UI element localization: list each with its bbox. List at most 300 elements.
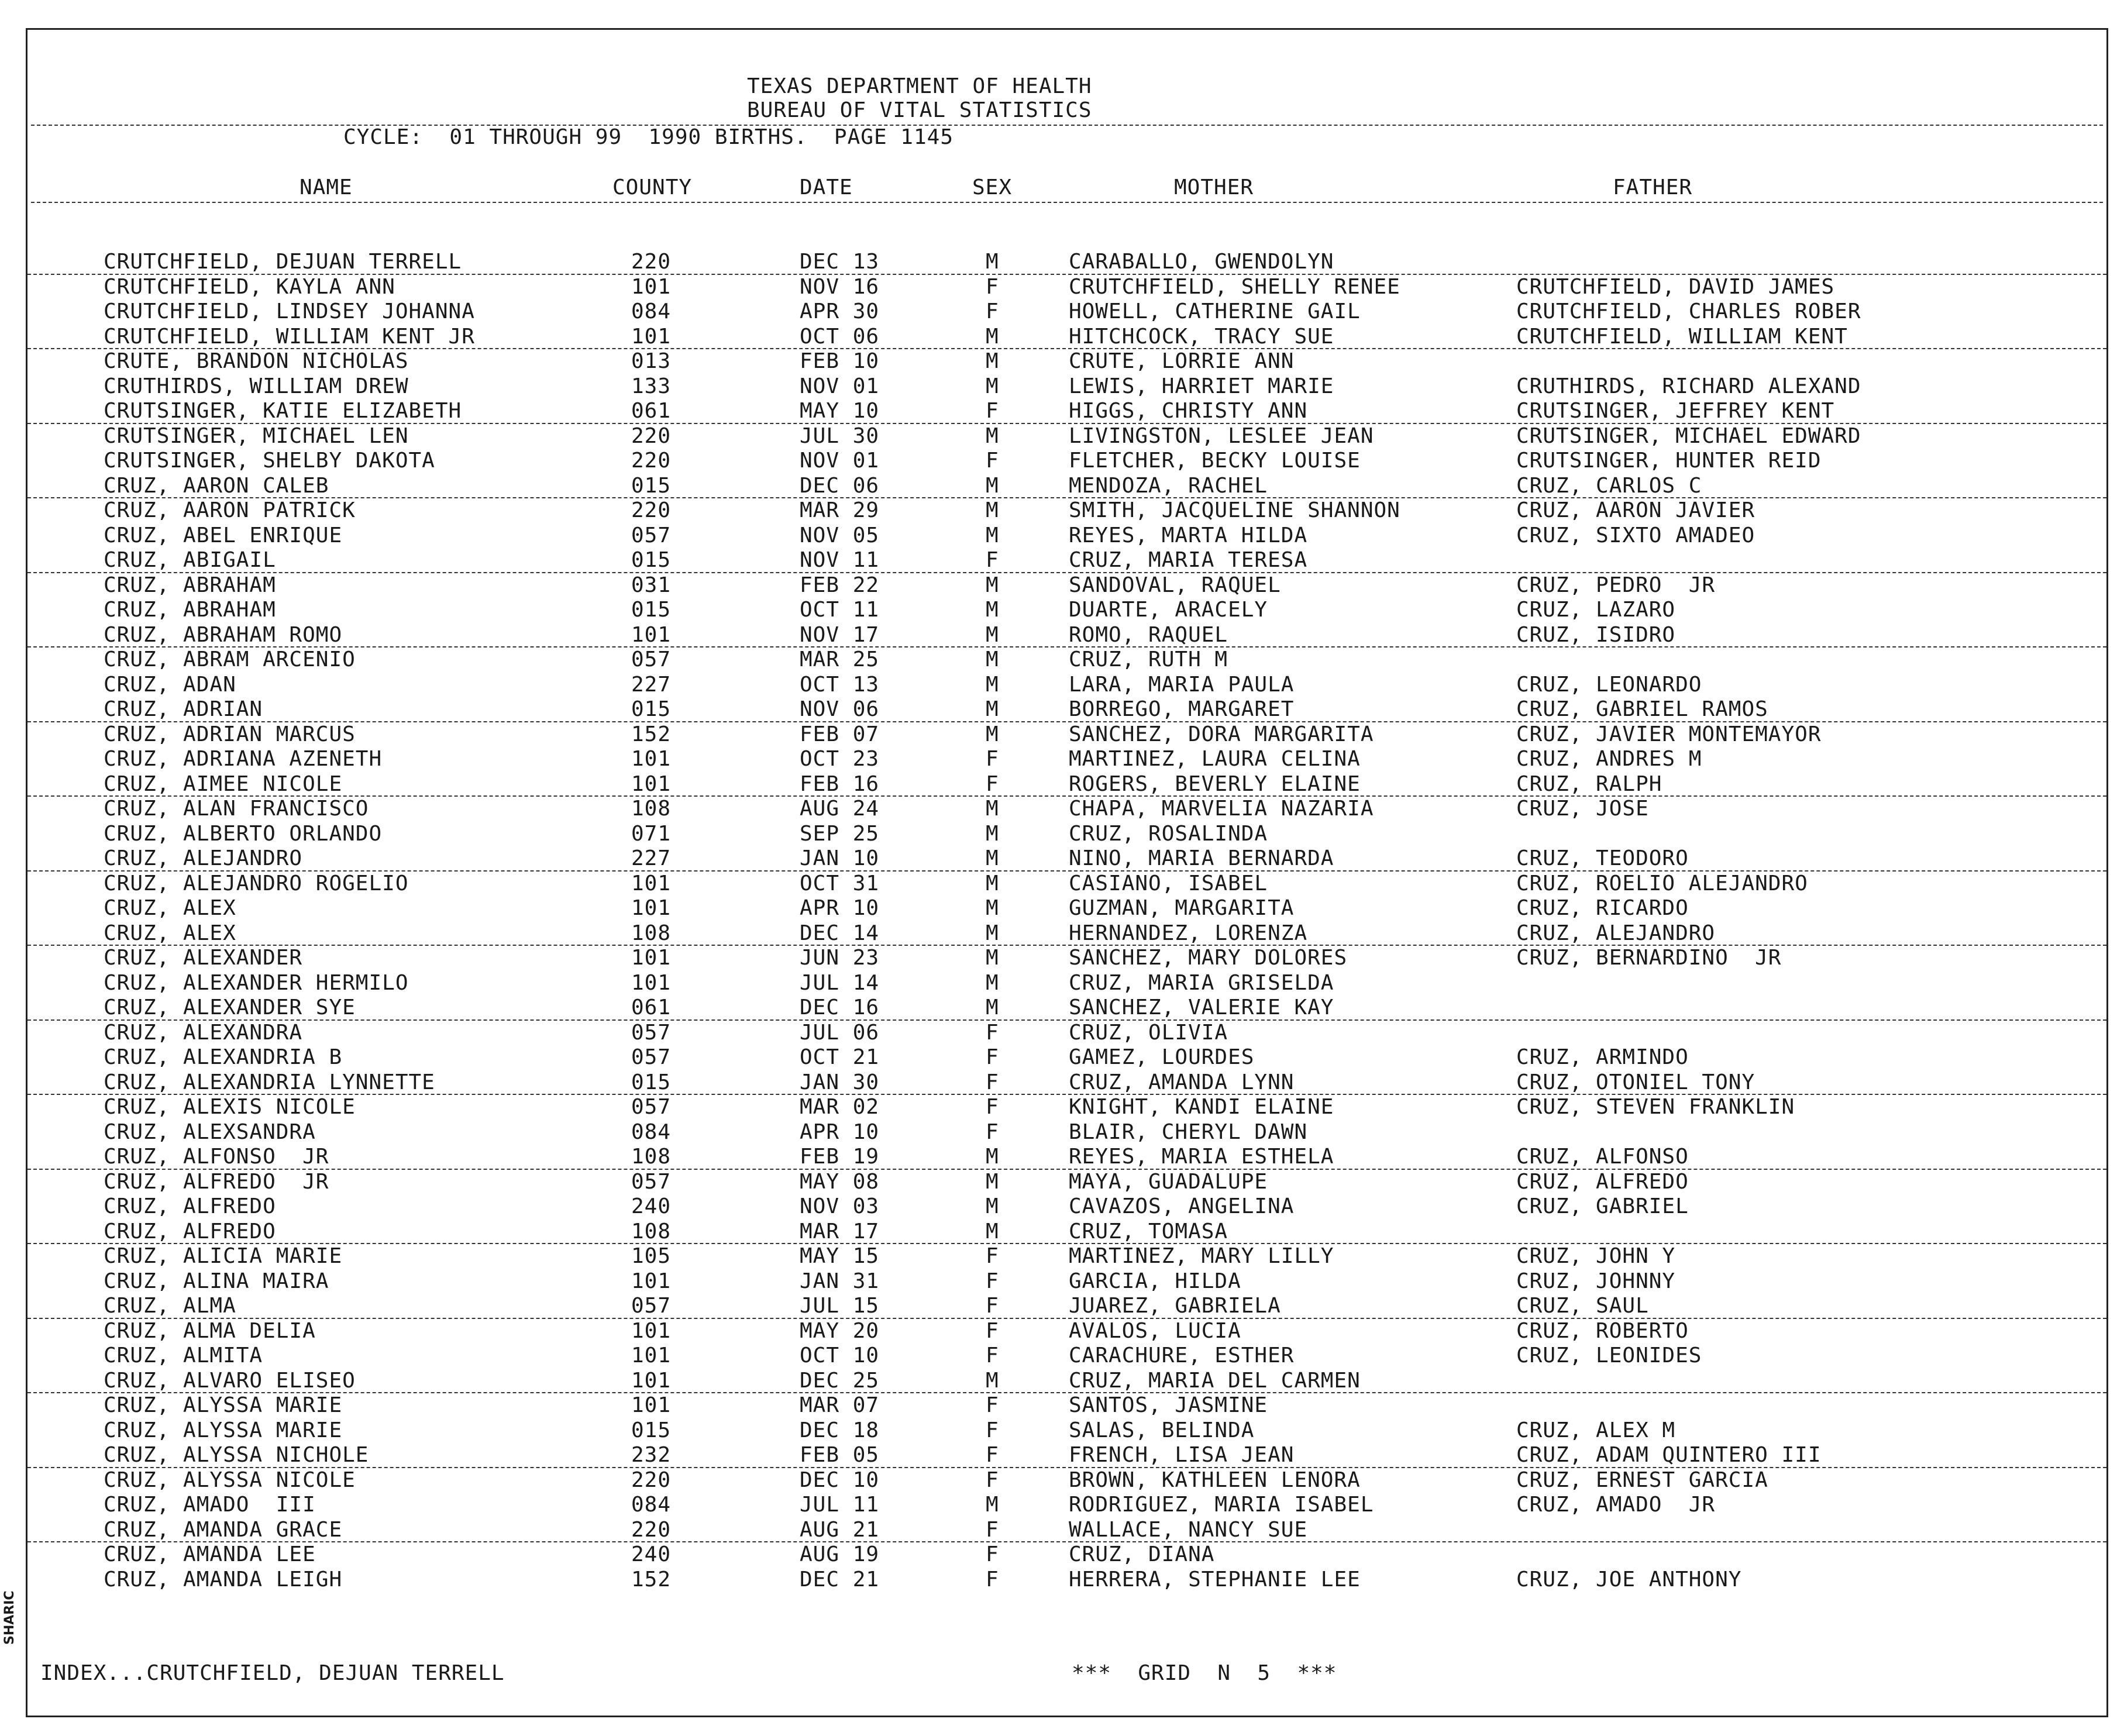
cell-name: CRUZ, ALYSSA NICHOLE <box>104 1443 369 1467</box>
cell-date: DEC 16 <box>800 996 880 1019</box>
document-page <box>26 28 2108 1717</box>
cell-date: MAY 15 <box>800 1244 880 1268</box>
table-row <box>27 921 2106 946</box>
table-row <box>27 498 2106 523</box>
cell-county: 084 <box>631 299 672 323</box>
cell-name: CRUZ, ADAN <box>104 672 236 697</box>
cell-name: CRUZ, AMADO III <box>104 1493 316 1517</box>
side-label: SHARIC <box>2 1590 17 1645</box>
cell-mother: REYES, MARTA HILDA <box>1069 523 1308 547</box>
cell-sex: M <box>986 871 999 895</box>
cell-mother: HITCHCOCK, TRACY SUE <box>1069 324 1334 349</box>
table-row <box>27 548 2106 573</box>
cell-county: 084 <box>631 1493 672 1517</box>
cell-county: 227 <box>631 672 672 697</box>
table-row <box>27 647 2106 673</box>
cell-date: NOV 16 <box>800 274 880 299</box>
cell-county: 057 <box>631 1169 672 1194</box>
cell-date: OCT 21 <box>800 1045 880 1069</box>
cell-father: CRUZ, RICARDO <box>1516 896 1689 920</box>
table-row <box>27 1443 2106 1468</box>
cell-father: CRUZ, GABRIEL RAMOS <box>1516 697 1768 721</box>
cell-county: 220 <box>631 449 672 473</box>
cell-date: JUL 14 <box>800 970 880 995</box>
cell-sex: F <box>986 1070 999 1094</box>
table-row <box>27 673 2106 698</box>
header-divider <box>31 202 2103 203</box>
cell-father: CRUZ, AARON JAVIER <box>1516 498 1755 522</box>
cell-father: CRUTSINGER, HUNTER REID <box>1516 449 1822 473</box>
cell-father: CRUZ, SAUL <box>1516 1294 1649 1318</box>
cell-mother: CHAPA, MARVELIA NAZARIA <box>1069 797 1374 821</box>
table-row <box>27 1344 2106 1369</box>
cell-mother: CRUZ, AMANDA LYNN <box>1069 1070 1295 1094</box>
cell-mother: DUARTE, ARACELY <box>1069 598 1268 622</box>
cell-father: CRUTSINGER, JEFFREY KENT <box>1516 399 1835 423</box>
cell-county: 220 <box>631 250 672 274</box>
cell-sex: M <box>986 896 999 920</box>
cell-sex: M <box>986 1145 999 1169</box>
cell-sex: F <box>986 399 999 423</box>
cell-date: NOV 17 <box>800 622 880 647</box>
cell-father: CRUZ, SIXTO AMADEO <box>1516 523 1755 547</box>
cell-county: 015 <box>631 548 672 572</box>
cell-father: CRUZ, JOHN Y <box>1516 1244 1676 1268</box>
table-row <box>27 374 2106 399</box>
cell-sex: F <box>986 548 999 572</box>
cell-county: 240 <box>631 1542 672 1566</box>
cell-county: 057 <box>631 1294 672 1318</box>
cell-name: CRUZ, AARON PATRICK <box>104 498 356 522</box>
cell-father: CRUZ, JOHNNY <box>1516 1269 1676 1293</box>
table-row <box>27 1393 2106 1418</box>
cell-name: CRUZ, ALEXIS NICOLE <box>104 1095 356 1119</box>
column-header-sex: SEX <box>972 175 1013 199</box>
cell-sex: M <box>986 996 999 1019</box>
table-row <box>27 822 2106 847</box>
cell-county: 108 <box>631 1219 672 1244</box>
divider <box>31 125 2103 126</box>
cell-name: CRUZ, ADRIAN MARCUS <box>104 722 356 746</box>
cell-mother: HERRERA, STEPHANIE LEE <box>1069 1567 1361 1592</box>
cell-county: 061 <box>631 996 672 1019</box>
cell-name: CRUZ, ALFONSO JR <box>104 1145 329 1169</box>
cell-county: 015 <box>631 1070 672 1094</box>
cell-date: NOV 03 <box>800 1194 880 1218</box>
cell-county: 105 <box>631 1244 672 1268</box>
table-row <box>27 250 2106 275</box>
cell-father: CRUZ, ALFONSO <box>1516 1145 1689 1169</box>
cell-mother: NINO, MARIA BERNARDA <box>1069 846 1334 870</box>
records-table <box>27 250 2106 1592</box>
cell-date: NOV 11 <box>800 548 880 572</box>
cell-name: CRUZ, ABEL ENRIQUE <box>104 523 343 547</box>
cell-date: JAN 10 <box>800 846 880 870</box>
table-row <box>27 1194 2106 1220</box>
cell-mother: MARTINEZ, MARY LILLY <box>1069 1244 1334 1268</box>
cell-mother: CRUZ, MARIA TERESA <box>1069 548 1308 572</box>
table-row <box>27 996 2106 1021</box>
cell-county: 101 <box>631 871 672 895</box>
cell-father: CRUZ, ALEX M <box>1516 1418 1676 1442</box>
table-row <box>27 424 2106 449</box>
cell-sex: M <box>986 797 999 821</box>
cell-date: JUL 06 <box>800 1020 880 1045</box>
cell-county: 108 <box>631 1145 672 1169</box>
cell-mother: SANCHEZ, VALERIE KAY <box>1069 996 1334 1019</box>
cell-name: CRUZ, AMANDA LEE <box>104 1542 316 1566</box>
cell-mother: CRUTE, LORRIE ANN <box>1069 349 1295 373</box>
cell-mother: HIGGS, CHRISTY ANN <box>1069 399 1308 423</box>
cell-father: CRUZ, RALPH <box>1516 771 1662 796</box>
cell-father: CRUZ, CARLOS C <box>1516 473 1702 498</box>
cell-sex: M <box>986 970 999 995</box>
index-footer: INDEX...CRUTCHFIELD, DEJUAN TERRELL <box>40 1661 505 1685</box>
cell-date: DEC 21 <box>800 1567 880 1592</box>
cell-mother: CRUZ, MARIA GRISELDA <box>1069 970 1334 995</box>
table-row <box>27 697 2106 722</box>
table-row <box>27 523 2106 549</box>
table-row <box>27 747 2106 772</box>
cell-mother: AVALOS, LUCIA <box>1069 1318 1241 1343</box>
table-row <box>27 598 2106 623</box>
cell-mother: CRUZ, RUTH M <box>1069 647 1228 671</box>
cell-county: 240 <box>631 1194 672 1218</box>
cell-date: FEB 22 <box>800 573 880 597</box>
cell-name: CRUZ, ABIGAIL <box>104 548 276 572</box>
cell-mother: MARTINEZ, LAURA CELINA <box>1069 747 1361 771</box>
cell-mother: HOWELL, CATHERINE GAIL <box>1069 299 1361 323</box>
cell-county: 057 <box>631 647 672 671</box>
cell-name: CRUZ, AMANDA GRACE <box>104 1517 343 1542</box>
table-row <box>27 1095 2106 1120</box>
cell-name: CRUZ, ALMA DELIA <box>104 1318 316 1343</box>
cell-mother: SANDOVAL, RAQUEL <box>1069 573 1281 597</box>
table-row <box>27 1369 2106 1394</box>
cell-date: JUL 15 <box>800 1294 880 1318</box>
table-row <box>27 1120 2106 1145</box>
cell-date: OCT 13 <box>800 672 880 697</box>
cell-father: CRUZ, PEDRO JR <box>1516 573 1716 597</box>
cell-sex: M <box>986 423 999 448</box>
cell-sex: M <box>986 349 999 373</box>
cell-father: CRUZ, OTONIEL TONY <box>1516 1070 1755 1094</box>
cell-mother: CARABALLO, GWENDOLYN <box>1069 250 1334 274</box>
cell-father: CRUZ, ADAM QUINTERO III <box>1516 1443 1822 1467</box>
cell-father: CRUZ, JAVIER MONTEMAYOR <box>1516 722 1822 746</box>
cell-date: MAR 29 <box>800 498 880 522</box>
cell-date: FEB 07 <box>800 722 880 746</box>
cell-date: MAR 07 <box>800 1393 880 1417</box>
cell-name: CRUZ, ALYSSA MARIE <box>104 1418 343 1442</box>
cell-sex: M <box>986 1194 999 1218</box>
cell-name: CRUZ, ALVARO ELISEO <box>104 1368 356 1393</box>
table-row <box>27 1244 2106 1269</box>
table-row <box>27 1170 2106 1195</box>
cell-county: 057 <box>631 1095 672 1119</box>
cell-county: 101 <box>631 274 672 299</box>
cell-father: CRUZ, ROBERTO <box>1516 1318 1689 1343</box>
cell-date: NOV 05 <box>800 523 880 547</box>
table-row <box>27 449 2106 474</box>
cell-county: 101 <box>631 946 672 970</box>
table-row <box>27 349 2106 374</box>
cell-name: CRUTCHFIELD, KAYLA ANN <box>104 274 395 299</box>
cell-sex: F <box>986 1542 999 1566</box>
cell-mother: ROMO, RAQUEL <box>1069 622 1228 647</box>
table-row <box>27 946 2106 971</box>
cell-mother: CRUZ, TOMASA <box>1069 1219 1228 1244</box>
cell-sex: M <box>986 498 999 522</box>
cell-sex: F <box>986 1393 999 1417</box>
cell-county: 101 <box>631 747 672 771</box>
cell-date: JUN 23 <box>800 946 880 970</box>
cell-county: 101 <box>631 622 672 647</box>
cell-mother: LIVINGSTON, LESLEE JEAN <box>1069 423 1374 448</box>
cell-sex: F <box>986 449 999 473</box>
cell-mother: CASIANO, ISABEL <box>1069 871 1268 895</box>
cell-sex: F <box>986 274 999 299</box>
cell-date: FEB 16 <box>800 771 880 796</box>
cell-mother: SANTOS, JASMINE <box>1069 1393 1268 1417</box>
table-row <box>27 1518 2106 1543</box>
cell-mother: JUAREZ, GABRIELA <box>1069 1294 1281 1318</box>
cell-date: OCT 10 <box>800 1344 880 1368</box>
cell-mother: GAMEZ, LOURDES <box>1069 1045 1255 1069</box>
cell-county: 101 <box>631 1269 672 1293</box>
cell-county: 101 <box>631 1344 672 1368</box>
cell-father: CRUZ, JOE ANTHONY <box>1516 1567 1742 1592</box>
cell-sex: M <box>986 672 999 697</box>
cell-date: NOV 06 <box>800 697 880 721</box>
cell-mother: SMITH, JACQUELINE SHANNON <box>1069 498 1400 522</box>
cell-name: CRUTCHFIELD, WILLIAM KENT JR <box>104 324 475 349</box>
cell-father: CRUZ, ERNEST GARCIA <box>1516 1468 1768 1492</box>
cell-sex: M <box>986 473 999 498</box>
cell-name: CRUZ, ABRAHAM <box>104 573 276 597</box>
cell-county: 015 <box>631 1418 672 1442</box>
cell-date: JAN 31 <box>800 1269 880 1293</box>
table-row <box>27 1493 2106 1518</box>
cell-sex: M <box>986 946 999 970</box>
cell-date: DEC 10 <box>800 1468 880 1492</box>
cell-date: MAR 02 <box>800 1095 880 1119</box>
cell-mother: BROWN, KATHLEEN LENORA <box>1069 1468 1361 1492</box>
cell-county: 152 <box>631 722 672 746</box>
cell-name: CRUZ, ALEXANDER HERMILO <box>104 970 409 995</box>
cell-father: CRUZ, LEONARDO <box>1516 672 1702 697</box>
cell-name: CRUZ, ALYSSA MARIE <box>104 1393 343 1417</box>
table-row <box>27 573 2106 598</box>
cell-sex: F <box>986 1567 999 1592</box>
cell-mother: MENDOZA, RACHEL <box>1069 473 1268 498</box>
cell-date: MAY 20 <box>800 1318 880 1343</box>
table-row <box>27 1021 2106 1046</box>
cell-name: CRUZ, ALEX <box>104 896 236 920</box>
cell-county: 133 <box>631 374 672 398</box>
cell-sex: M <box>986 647 999 671</box>
cell-mother: LARA, MARIA PAULA <box>1069 672 1295 697</box>
cell-name: CRUZ, ALEX <box>104 921 236 945</box>
cell-county: 071 <box>631 821 672 846</box>
cell-date: MAR 25 <box>800 647 880 671</box>
cell-date: OCT 23 <box>800 747 880 771</box>
table-row <box>27 896 2106 921</box>
cell-county: 220 <box>631 498 672 522</box>
cell-mother: SANCHEZ, MARY DOLORES <box>1069 946 1348 970</box>
cell-county: 152 <box>631 1567 672 1592</box>
cell-mother: LEWIS, HARRIET MARIE <box>1069 374 1334 398</box>
cell-sex: M <box>986 722 999 746</box>
cell-father: CRUTCHFIELD, DAVID JAMES <box>1516 274 1835 299</box>
cell-father: CRUTCHFIELD, WILLIAM KENT <box>1516 324 1848 349</box>
cell-name: CRUTCHFIELD, DEJUAN TERRELL <box>104 250 462 274</box>
cell-sex: F <box>986 1120 999 1144</box>
cell-date: JUL 11 <box>800 1493 880 1517</box>
cell-date: APR 30 <box>800 299 880 323</box>
cell-mother: CRUZ, OLIVIA <box>1069 1020 1228 1045</box>
table-row <box>27 1045 2106 1070</box>
table-row <box>27 1418 2106 1444</box>
cell-sex: M <box>986 697 999 721</box>
cell-sex: M <box>986 622 999 647</box>
column-header-county: COUNTY <box>612 175 693 199</box>
cell-sex: M <box>986 324 999 349</box>
cell-county: 015 <box>631 697 672 721</box>
cell-mother: GARCIA, HILDA <box>1069 1269 1241 1293</box>
cell-sex: F <box>986 771 999 796</box>
cell-mother: SANCHEZ, DORA MARGARITA <box>1069 722 1374 746</box>
table-row <box>27 722 2106 748</box>
cell-father: CRUZ, STEVEN FRANKLIN <box>1516 1095 1795 1119</box>
cell-mother: GUZMAN, MARGARITA <box>1069 896 1295 920</box>
cell-sex: M <box>986 1493 999 1517</box>
cell-name: CRUZ, ALEJANDRO ROGELIO <box>104 871 409 895</box>
cell-mother: BLAIR, CHERYL DAWN <box>1069 1120 1308 1144</box>
table-row <box>27 1145 2106 1170</box>
cell-date: DEC 06 <box>800 473 880 498</box>
cell-name: CRUZ, ALEXSANDRA <box>104 1120 316 1144</box>
cell-father: CRUZ, ALFREDO <box>1516 1169 1689 1194</box>
table-row <box>27 1542 2106 1568</box>
cell-name: CRUZ, ABRAM ARCENIO <box>104 647 356 671</box>
cell-county: 013 <box>631 349 672 373</box>
cell-name: CRUZ, ABRAHAM <box>104 598 276 622</box>
cell-date: FEB 19 <box>800 1145 880 1169</box>
cell-county: 232 <box>631 1443 672 1467</box>
cell-sex: F <box>986 299 999 323</box>
cell-date: DEC 18 <box>800 1418 880 1442</box>
cell-father: CRUZ, AMADO JR <box>1516 1493 1716 1517</box>
cell-county: 057 <box>631 1045 672 1069</box>
cell-name: CRUZ, ALBERTO ORLANDO <box>104 821 383 846</box>
cell-sex: F <box>986 747 999 771</box>
table-row <box>27 1568 2106 1593</box>
cell-county: 220 <box>631 1468 672 1492</box>
cell-sex: M <box>986 523 999 547</box>
table-row <box>27 971 2106 996</box>
cell-father: CRUZ, JOSE <box>1516 797 1649 821</box>
cell-name: CRUTHIRDS, WILLIAM DREW <box>104 374 409 398</box>
cell-date: MAR 17 <box>800 1219 880 1244</box>
cell-date: OCT 06 <box>800 324 880 349</box>
cell-sex: F <box>986 1318 999 1343</box>
cell-county: 101 <box>631 1368 672 1393</box>
cell-mother: REYES, MARIA ESTHELA <box>1069 1145 1334 1169</box>
table-row <box>27 275 2106 300</box>
cell-name: CRUTSINGER, KATIE ELIZABETH <box>104 399 462 423</box>
cell-name: CRUZ, ALINA MAIRA <box>104 1269 329 1293</box>
cell-mother: CRUZ, MARIA DEL CARMEN <box>1069 1368 1361 1393</box>
table-row <box>27 797 2106 822</box>
cell-date: FEB 10 <box>800 349 880 373</box>
bureau-title: BUREAU OF VITAL STATISTICS <box>747 98 1092 122</box>
table-row <box>27 1319 2106 1344</box>
cell-sex: F <box>986 1244 999 1268</box>
cell-mother: CAVAZOS, ANGELINA <box>1069 1194 1295 1218</box>
cell-sex: F <box>986 1418 999 1442</box>
cell-sex: M <box>986 250 999 274</box>
cell-date: FEB 05 <box>800 1443 880 1467</box>
table-row <box>27 1294 2106 1319</box>
cell-name: CRUZ, ALFREDO <box>104 1219 276 1244</box>
cell-sex: M <box>986 598 999 622</box>
cell-date: SEP 25 <box>800 821 880 846</box>
cell-date: OCT 31 <box>800 871 880 895</box>
cell-date: AUG 19 <box>800 1542 880 1566</box>
cell-name: CRUZ, ALEXANDRIA B <box>104 1045 343 1069</box>
cell-father: CRUZ, GABRIEL <box>1516 1194 1689 1218</box>
cell-county: 101 <box>631 896 672 920</box>
cell-father: CRUZ, LAZARO <box>1516 598 1676 622</box>
cell-father: CRUZ, BERNARDINO JR <box>1516 946 1782 970</box>
cell-county: 015 <box>631 598 672 622</box>
cell-name: CRUZ, AARON CALEB <box>104 473 329 498</box>
cell-mother: CRUTCHFIELD, SHELLY RENEE <box>1069 274 1400 299</box>
cell-mother: CRUZ, ROSALINDA <box>1069 821 1268 846</box>
cell-county: 227 <box>631 846 672 870</box>
cell-sex: F <box>986 1095 999 1119</box>
cell-sex: F <box>986 1443 999 1467</box>
cell-date: NOV 01 <box>800 449 880 473</box>
cell-date: MAY 08 <box>800 1169 880 1194</box>
agency-title: TEXAS DEPARTMENT OF HEALTH <box>747 74 1092 98</box>
cell-name: CRUTCHFIELD, LINDSEY JOHANNA <box>104 299 475 323</box>
cell-mother: WALLACE, NANCY SUE <box>1069 1517 1308 1542</box>
cycle-info: CYCLE: 01 THROUGH 99 1990 BIRTHS. PAGE 1145 <box>343 125 953 149</box>
cell-name: CRUZ, ALICIA MARIE <box>104 1244 343 1268</box>
table-row <box>27 1468 2106 1493</box>
table-row <box>27 623 2106 648</box>
cell-mother: RODRIGUEZ, MARIA ISABEL <box>1069 1493 1374 1517</box>
cell-county: 108 <box>631 921 672 945</box>
cell-sex: M <box>986 821 999 846</box>
cell-date: JAN 30 <box>800 1070 880 1094</box>
cell-sex: F <box>986 1294 999 1318</box>
cell-sex: M <box>986 921 999 945</box>
table-row <box>27 399 2106 424</box>
cell-name: CRUZ, ADRIANA AZENETH <box>104 747 383 771</box>
cell-name: CRUZ, ALYSSA NICOLE <box>104 1468 356 1492</box>
cell-name: CRUZ, ALMITA <box>104 1344 263 1368</box>
cell-name: CRUTSINGER, SHELBY DAKOTA <box>104 449 435 473</box>
cell-name: CRUZ, ALEXANDER <box>104 946 303 970</box>
cell-name: CRUZ, ALEXANDRIA LYNNETTE <box>104 1070 435 1094</box>
cell-sex: M <box>986 1169 999 1194</box>
cell-mother: KNIGHT, KANDI ELAINE <box>1069 1095 1334 1119</box>
cell-sex: F <box>986 1344 999 1368</box>
cell-sex: F <box>986 1468 999 1492</box>
